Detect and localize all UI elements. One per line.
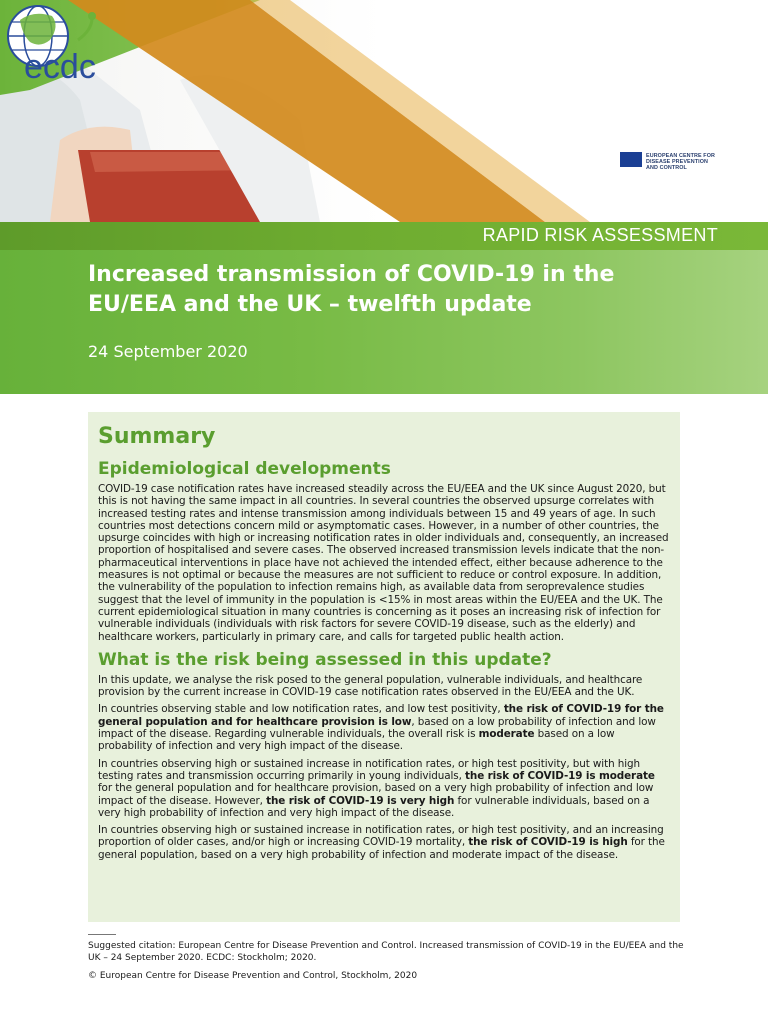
logo-caption: [646, 153, 736, 171]
logo-caption-line: DISEASE PREVENTION: [646, 159, 709, 165]
logo-caption-line: AND CONTROL: [646, 165, 687, 171]
title-band: [0, 250, 768, 394]
paragraph-risk-high: In countries observing high or sustained increase in notification rates, or high test positivity, and an increasing proportion of older cases, and/or high or increasing COVID-19 mortality, the risk of COVID-19 is high for the general population, based on a very high probability of infection and moderate impact of the disease.: [98, 824, 665, 861]
series-label: RAPID RISK ASSESSMENT: [482, 225, 718, 245]
paragraph-risk-moderate: In countries observing high or sustained increase in notification rates, or high test positivity, but with high testing rates and transmission occurring primarily in young individuals, the risk of COVID-19 is moderate for the general population and for healthcare provision, based on a very high probability of infection and low impact of the disease. However, the risk of COVID-19 is very high for vulnerable individuals, based on a very high probability of infection and very high impact of the disease.: [98, 757, 655, 819]
eu-flag-icon: [620, 152, 642, 167]
section-heading-risk: What is the risk being assessed in this update?: [98, 649, 552, 670]
footer-divider: [88, 934, 116, 935]
title-line: EU/EEA and the UK – twelfth update: [88, 292, 532, 317]
summary-heading: Summary: [98, 424, 216, 449]
section-heading-epidemiology: Epidemiological developments: [98, 459, 391, 479]
series-band: [0, 222, 768, 250]
copyright-notice: © European Centre for Disease Prevention and Control, Stockholm, 2020: [88, 971, 418, 981]
document-title: [88, 260, 728, 320]
summary-box: [88, 412, 680, 922]
logo-caption-line: EUROPEAN CENTRE FOR: [646, 153, 715, 159]
paragraph-risk-low: In countries observing stable and low notification rates, and low test positivity, the risk of COVID-19 for the general population and for healthcare provision is low, based on a low probability of infection and low impact of the disease. Regarding vulnerable individuals, the overall risk is moderate based on a low probability of infection and very high impact of the disease.: [98, 703, 664, 753]
document-date: 24 September 2020: [88, 342, 248, 361]
header-photo: [0, 0, 768, 222]
title-line: Increased transmission of COVID-19 in the: [88, 262, 615, 287]
suggested-citation: Suggested citation: European Centre for Disease Prevention and Control. Increased transmission of COVID-19 in the EU/EEA and the UK – 24 September 2020. ECDC: Stockholm; 2020.: [88, 941, 684, 963]
logo-wordmark: ecdc: [24, 48, 96, 86]
ecdc-logo: [0, 0, 130, 104]
paragraph-risk-intro: In this update, we analyse the risk posed to the general population, vulnerable individuals, and healthcare provision by the current increase in COVID-19 case notification rates observed in the EU/EEA and the UK.: [98, 673, 643, 699]
paragraph-epidemiology: COVID-19 case notification rates have increased steadily across the EU/EEA and the UK since August 2020, but this is not having the same impact in all countries. In several countries the observed upsurge correlates with increased testing rates and intense transmission among individuals between 15 and 49 years of age. In such countries most detections concern mild or asymptomatic cases. However, in a number of other countries, the upsurge coincides with high or increasing notification rates in older individuals and, consequently, an increased proportion of hospitalised and severe cases. The observed increased transmission levels indicate that the non-pharmaceutical interventions in place have not achieved the intended effect, either because adherence to the measures is not optimal or because the measures are not sufficient to reduce or control exposure. In addition, the vulnerability of the population to infection remains high, as available data from seroprevalence studies suggest that the level of immunity in the population is <15% in most areas within the EU/EEA and the UK. The current epidemiological situation in many countries is concerning as it poses an increasing risk of infection for vulnerable individuals (individuals with risk factors for severe COVID-19 disease, such as the elderly) and healthcare workers, particularly in primary care, and calls for targeted public health action.: [98, 483, 669, 643]
